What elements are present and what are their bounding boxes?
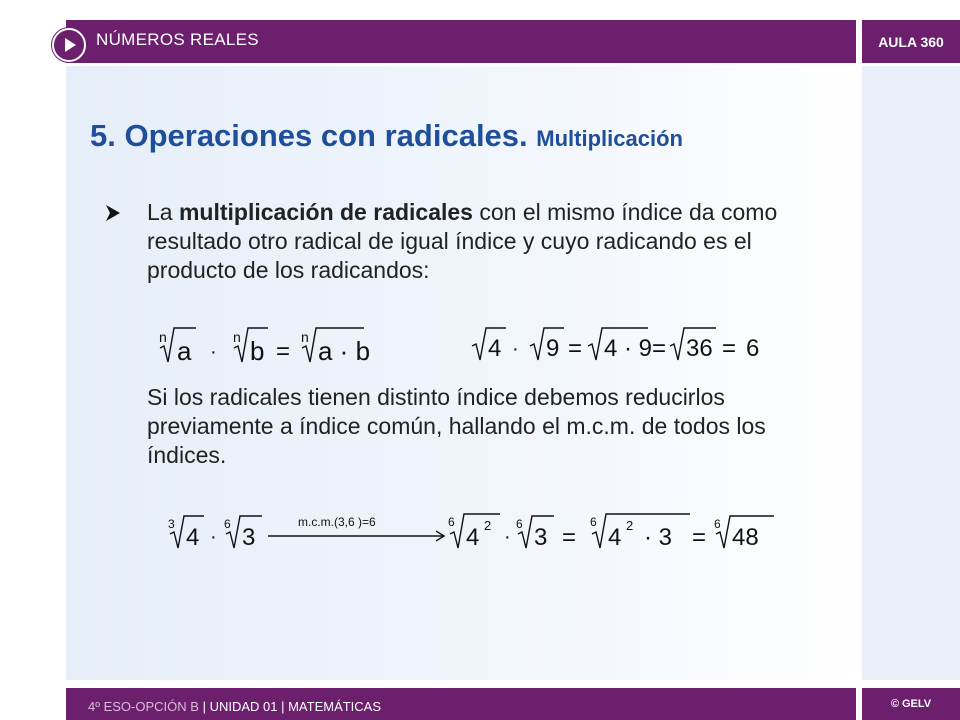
footer-sep-1: | [198, 699, 210, 714]
equals-6: = [692, 524, 707, 551]
content-panel [66, 66, 856, 680]
formula-different-index [166, 508, 786, 554]
slide-title [90, 118, 683, 154]
index-6-a: 6 [224, 517, 231, 531]
equals-5: = [562, 524, 577, 551]
dot-2: · [512, 338, 519, 360]
radicand-4sq3-base: 4 [608, 524, 622, 551]
index-6-e: 6 [714, 517, 721, 531]
radicand-4sq-base: 4 [466, 524, 480, 551]
index-6-c: 6 [516, 517, 523, 531]
arrow-label: m.c.m.(3,6 )=6 [298, 515, 376, 529]
radicand-4: 4 [488, 335, 502, 362]
radicand-36: 36 [686, 335, 713, 362]
equals-1: = [276, 338, 291, 365]
radicand-a: a [177, 336, 192, 366]
radicand-3-a: 3 [242, 524, 256, 551]
radicand-3-b: 3 [534, 524, 548, 551]
footer-text [88, 699, 381, 714]
equals-3: = [652, 335, 667, 362]
radicand-4x9: 4 · 9 [604, 335, 653, 362]
footer-unit: UNIDAD 01 [209, 699, 278, 714]
slide-title-sub: Multiplicación [536, 126, 683, 151]
radicand-4sq3-exp: 2 [626, 518, 634, 533]
arrow-bullet-icon [104, 203, 122, 223]
bullet-text-bold: multiplicación de radicales [178, 199, 473, 225]
radicand-ab: a · b [318, 336, 371, 366]
radicand-b: b [250, 336, 265, 366]
dot-1: · [210, 341, 217, 363]
aula-badge: AULA 360 [862, 20, 960, 63]
index-ab: n [301, 329, 309, 345]
index-b: n [233, 329, 241, 345]
paragraph-different-index: Si los radicales tienen distinto índice debemos reducirlos previamente a índice común, hallando el m.c.m. de todos los índices. [147, 384, 766, 468]
bullet-text-before: La [147, 199, 179, 225]
equals-4: = [722, 335, 737, 362]
index-a: n [159, 329, 167, 345]
slide-title-main: 5. Operaciones con radicales. [90, 118, 528, 153]
radicand-48: 48 [732, 524, 759, 551]
formula-general [150, 322, 380, 368]
dot-3: · [210, 526, 217, 548]
section-label: NÚMEROS REALES [96, 30, 259, 49]
footer-sep-2: | [277, 699, 289, 714]
copyright: © GELV [862, 688, 960, 720]
radicand-4-a: 4 [186, 524, 200, 551]
index-6-b: 6 [448, 515, 455, 529]
bullet-text-after: con el mismo índice da como resultado otro radical de igual índice y cuyo radicando es el producto de los radicandos: [147, 199, 778, 283]
dot-4: · [504, 526, 511, 548]
radicand-4sq3-tail: · 3 [644, 524, 673, 551]
index-3: 3 [168, 517, 175, 531]
bullet-text [147, 198, 847, 285]
play-icon[interactable] [52, 28, 86, 62]
radicand-9: 9 [546, 335, 560, 362]
footer-subject: MATEMÁTICAS [288, 699, 382, 714]
result-6: 6 [746, 335, 760, 362]
footer-course: 4º ESO-OPCIÓN B [88, 699, 199, 714]
index-6-d: 6 [590, 515, 597, 529]
formula-example [470, 322, 780, 368]
radicand-4sq-exp: 2 [484, 518, 492, 533]
equals-2: = [568, 335, 583, 362]
side-panel [862, 66, 960, 680]
